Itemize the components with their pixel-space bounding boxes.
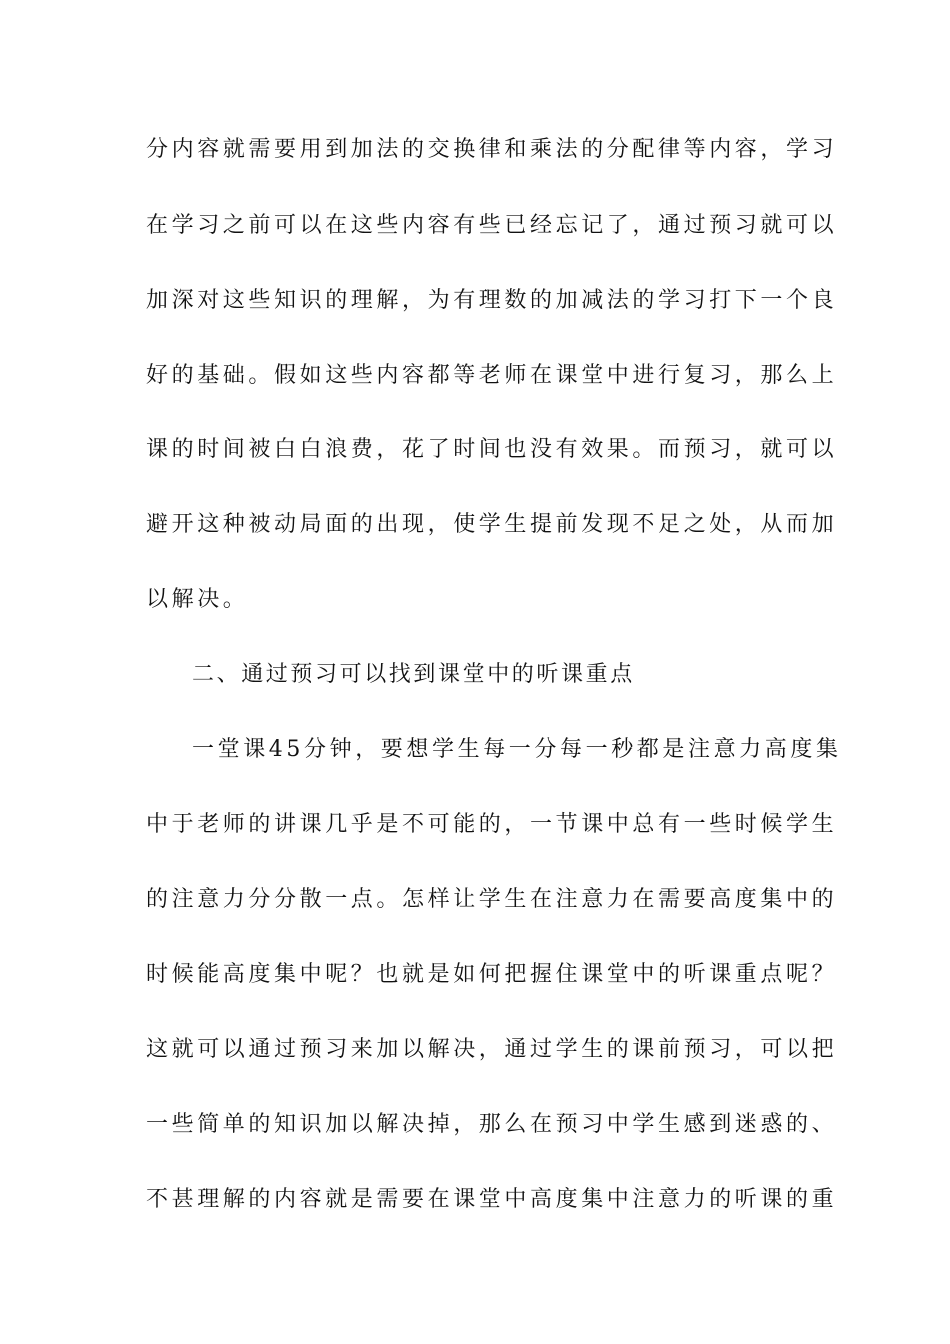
paragraph-line: 这就可以通过预习来加以解决，通过学生的课前预习，可以把 <box>146 1037 838 1062</box>
paragraph-line: 时候能高度集中呢？也就是如何把握住课堂中的听课重点呢？ <box>146 962 838 987</box>
paragraph-line: 以解决。 <box>146 587 249 612</box>
paragraph-line: 一些简单的知识加以解决掉，那么在预习中学生感到迷惑的、 <box>146 1112 838 1137</box>
paragraph-line: 分内容就需要用到加法的交换律和乘法的分配律等内容，学习 <box>146 137 838 162</box>
paragraph-line: 中于老师的讲课几乎是不可能的，一节课中总有一些时候学生 <box>146 812 838 837</box>
paragraph-line: 好的基础。假如这些内容都等老师在课堂中进行复习，那么上 <box>146 363 838 388</box>
paragraph-line: 一堂课45分钟，要想学生每一分每一秒都是注意力高度集 <box>192 737 842 762</box>
paragraph-line: 在学习之前可以在这些内容有些已经忘记了，通过预习就可以 <box>146 213 838 238</box>
paragraph-line: 避开这种被动局面的出现，使学生提前发现不足之处，从而加 <box>146 512 838 537</box>
paragraph-line: 不甚理解的内容就是需要在课堂中高度集中注意力的听课的重 <box>146 1187 838 1212</box>
paragraph-line: 的注意力分分散一点。怎样让学生在注意力在需要高度集中的 <box>146 887 838 912</box>
paragraph-line: 课的时间被白白浪费，花了时间也没有效果。而预习，就可以 <box>146 437 838 462</box>
paragraph-line: 加深对这些知识的理解，为有理数的加减法的学习打下一个良 <box>146 288 838 313</box>
section-heading: 二、通过预习可以找到课堂中的听课重点 <box>192 662 635 687</box>
